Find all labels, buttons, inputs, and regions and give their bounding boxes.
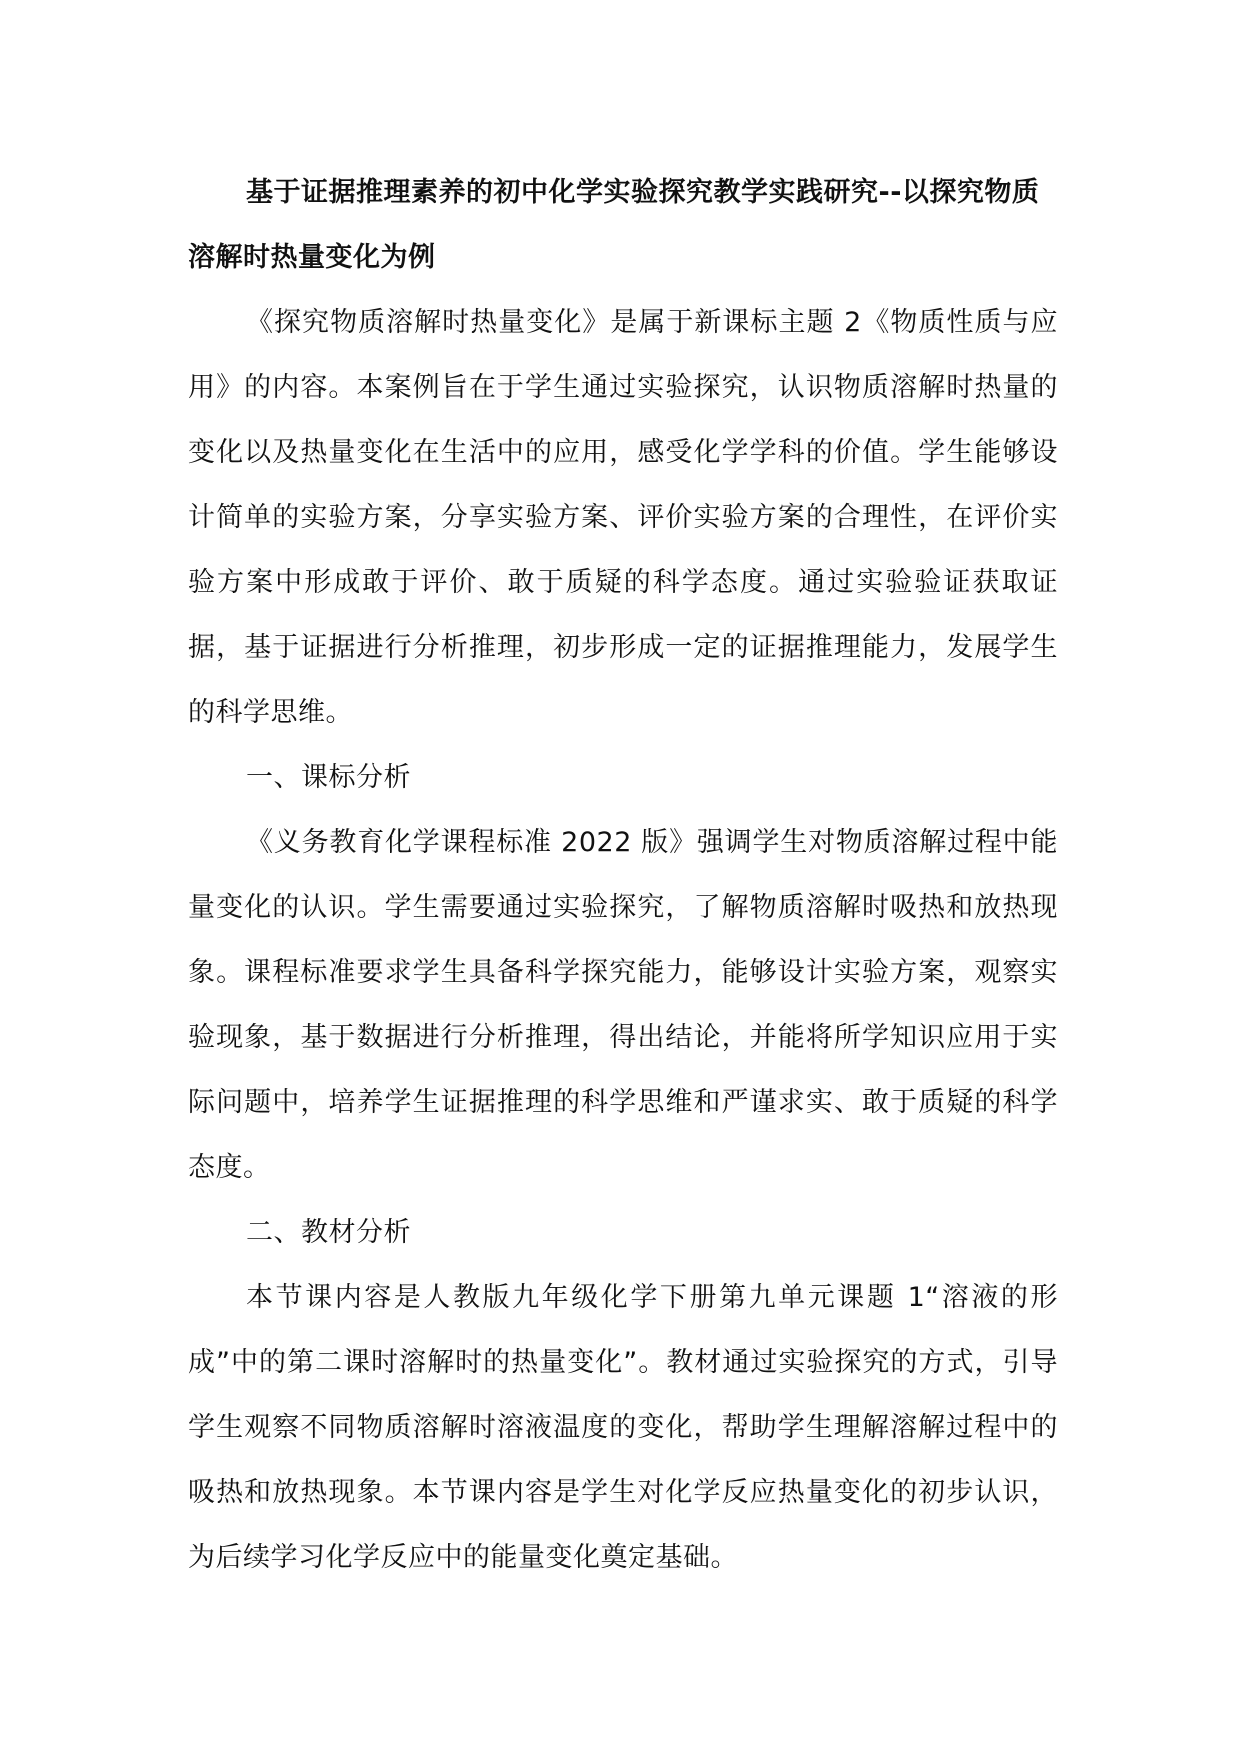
section-heading-curriculum: 一、课标分析: [246, 762, 411, 793]
document-title: 基于证据推理素养的初中化学实验探究教学实践研究--以探究物质溶解时热量变化为例: [188, 177, 1040, 273]
textbook-paragraph: 本节课内容是人教版九年级化学下册第九单元课题 1“溶液的形成”中的第二课时溶解时的热量变化”。教材通过实验探究的方式，引导学生观察不同物质溶解时溶液温度的变化，帮助学生理解溶解过程中的吸热和放热现象。本节课内容是学生对化学反应热量变化的初步认识，为后续学习化学反应中的能量变化奠定基础。: [188, 1282, 1058, 1573]
intro-paragraph: 《探究物质溶解时热量变化》是属于新课标主题 2《物质性质与应用》的内容。本案例旨在于学生通过实验探究，认识物质溶解时热量的变化以及热量变化在生活中的应用，感受化学学科的价值。学生能够设计简单的实验方案，分享实验方案、评价实验方案的合理性，在评价实验方案中形成敢于评价、敢于质疑的科学态度。通过实验验证获取证据，基于证据进行分析推理，初步形成一定的证据推理能力，发展学生的科学思维。: [188, 307, 1058, 728]
document-page: [188, 160, 1058, 1590]
section-heading-textbook: 二、教材分析: [246, 1217, 411, 1248]
curriculum-paragraph: 《义务教育化学课程标准 2022 版》强调学生对物质溶解过程中能量变化的认识。学生需要通过实验探究，了解物质溶解时吸热和放热现象。课程标准要求学生具备科学探究能力，能够设计实验方案，观察实验现象，基于数据进行分析推理，得出结论，并能将所学知识应用于实际问题中，培养学生证据推理的科学思维和严谨求实、敢于质疑的科学态度。: [188, 827, 1058, 1183]
